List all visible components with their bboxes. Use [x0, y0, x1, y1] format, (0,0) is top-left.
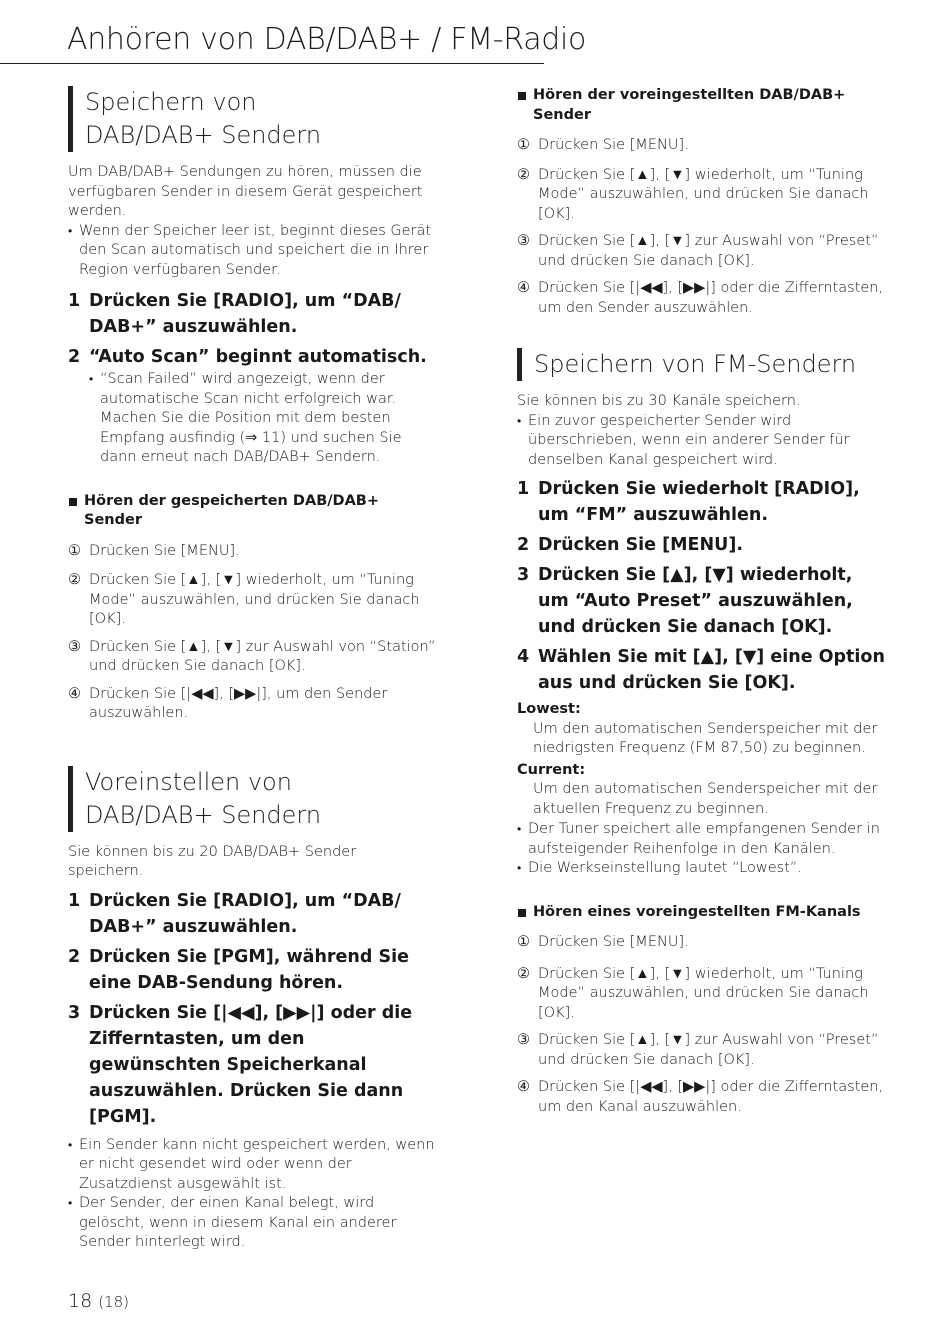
list-item [517, 136, 885, 156]
step-text: Wählen Sie mit [▲], [▼] eine Option aus und drücken Sie [OK]. [538, 647, 885, 693]
step-1 [517, 476, 885, 528]
step-1 [68, 288, 436, 340]
circled-number: ③ [68, 638, 81, 655]
circled-number: ① [517, 934, 530, 950]
list-item-text: Drücken Sie [|◀◀], [▶▶|] oder die Zifferntasten, um den Kanal auszuwählen. [538, 1079, 884, 1115]
list-item [517, 933, 885, 953]
list-item [517, 1078, 885, 1117]
list-item [68, 638, 436, 677]
circled-number: ④ [68, 685, 81, 702]
step-2 [517, 532, 885, 558]
list-item-text: Drücken Sie [▲], [▼] wiederholt, um “Tuning Mode” auszuwählen, und drücken Sie danach [OK]. [89, 572, 420, 627]
list-item [68, 571, 436, 630]
bullet-note: • Ein Sender kann nicht gespeichert werden, wenn er nicht gesendet wird oder wenn der Zusatzdienst ausgewählt ist. [68, 1136, 436, 1195]
step-number: 4 [517, 647, 530, 667]
step-number: 1 [68, 890, 81, 911]
section-heading-fm-save: Speichern von FM-Sendern [517, 348, 885, 381]
left-column [68, 86, 436, 1253]
subheading-preset-dab: Hören der voreingestellten DAB/DAB+ Sender [517, 86, 885, 125]
page-title: Anhören von DAB/DAB+ / FM-Radio [67, 22, 587, 57]
list-item-text: Drücken Sie [MENU]. [89, 542, 240, 559]
section-intro: Sie können bis zu 30 Kanäle speichern. [517, 393, 801, 409]
step-4 [517, 644, 885, 696]
list-item [517, 166, 885, 225]
step-text: Drücken Sie [RADIO], um “DAB/ DAB+” auszuwählen. [89, 291, 401, 337]
circled-number: ④ [517, 280, 530, 296]
list-item-text: Drücken Sie [▲], [▼] wiederholt, um “Tuning Mode” auszuwählen, und drücken Sie danach [OK]. [538, 166, 869, 222]
step-number: 3 [517, 565, 530, 585]
option-term-current: Current: [517, 761, 586, 778]
step-1 [68, 888, 436, 940]
section-heading-dab-preset: Voreinstellen von DAB/DAB+ Sendern [68, 766, 436, 832]
bullet-note: • Ein zuvor gespeicherter Sender wird überschrieben, wenn ein anderer Sender für denselben Kanal gespeichert wird. [517, 412, 885, 471]
section-heading-dab-save: Speichern von DAB/DAB+ Sendern [68, 86, 436, 152]
page-footer [68, 1290, 129, 1312]
step-2 [68, 344, 436, 370]
list-item-text: Drücken Sie [▲], [▼] wiederholt, um “Tuning Mode” auszuwählen, und drücken Sie danach [OK]. [538, 965, 869, 1021]
subheading-stored-dab: Hören der gespeicherten DAB/DAB+ Sender [68, 492, 436, 531]
step-text: Drücken Sie wiederholt [RADIO], um “FM” auszuwählen. [538, 479, 860, 525]
bullet-note: • Der Tuner speichert alle empfangenen Sender in aufsteigender Reihenfolge in den Kanälen. [517, 820, 885, 859]
circled-number: ① [517, 137, 530, 153]
step-text: Drücken Sie [MENU]. [538, 535, 744, 555]
list-item-text: Drücken Sie [▲], [▼] zur Auswahl von “Station” und drücken Sie danach [OK]. [89, 638, 436, 674]
list-item [68, 542, 436, 562]
list-item [517, 965, 885, 1024]
title-rule [0, 63, 544, 64]
step-3 [517, 562, 885, 640]
step-number: 1 [517, 479, 530, 499]
list-item-text: Drücken Sie [▲], [▼] zur Auswahl von “Preset” und drücken Sie danach [OK]. [538, 233, 879, 269]
step-number: 1 [68, 291, 81, 311]
step-text: Drücken Sie [▲], [▼] wiederholt, um “Auto Preset” auszuwählen, und drücken Sie danach [OK]. [538, 565, 853, 637]
step-number: 2 [517, 535, 530, 555]
step-note: • “Scan Failed” wird angezeigt, wenn der automatische Scan nicht erfolgreich war. Machen Sie die Position mit dem besten Empfang ausfindig (⇒ 11) und suchen Sie dann erneut nach DAB/DAB+ Sendern. [68, 370, 436, 468]
list-item [68, 685, 436, 724]
list-item [517, 232, 885, 271]
section-intro: Um DAB/DAB+ Sendungen zu hören, müssen die verfügbaren Sender in diesem Gerät gespeichert werden. [68, 164, 423, 219]
circled-number: ④ [517, 1079, 530, 1095]
step-3 [68, 1000, 436, 1130]
circled-number: ① [68, 542, 81, 559]
step-text: Drücken Sie [PGM], während Sie eine DAB-Sendung hören. [89, 946, 409, 993]
circled-number: ② [68, 572, 81, 588]
page-reference: (18) [98, 1293, 129, 1311]
step-text: Drücken Sie [RADIO], um “DAB/ DAB+” auszuwählen. [89, 890, 401, 937]
step-2 [68, 944, 436, 996]
bullet-note: • Der Sender, der einen Kanal belegt, wird gelöscht, wenn in diesem Kanal ein anderer Sender hinterlegt wird. [68, 1194, 436, 1253]
right-column [517, 86, 885, 1117]
option-definition: Um den automatischen Senderspeicher mit der aktuellen Frequenz zu beginnen. [533, 781, 878, 817]
list-item-text: Drücken Sie [|◀◀], [▶▶|] oder die Zifferntasten, um den Sender auszuwählen. [538, 280, 884, 316]
list-item-text: Drücken Sie [|◀◀], [▶▶|], um den Sender auszuwählen. [89, 685, 388, 721]
option-term-lowest: Lowest: [517, 701, 581, 717]
page-number: 18 [68, 1290, 93, 1312]
subheading-preset-fm: Hören eines voreingestellten FM-Kanals [517, 903, 885, 923]
list-item [517, 279, 885, 318]
step-number: 2 [68, 946, 81, 967]
option-definition: Um den automatischen Senderspeicher mit der niedrigsten Frequenz (FM 87,50) zu beginnen. [533, 720, 878, 756]
section-intro: Sie können bis zu 20 DAB/DAB+ Sender speichern. [68, 843, 357, 879]
list-item-text: Drücken Sie [MENU]. [538, 934, 689, 950]
step-text: “Auto Scan” beginnt automatisch. [89, 347, 427, 367]
step-text: Drücken Sie [|◀◀], [▶▶|] oder die Zifferntasten, um den gewünschten Speicherkanal auszuwählen. Drücken Sie dann [PGM]. [89, 1002, 413, 1127]
circled-number: ② [517, 166, 530, 183]
list-item-text: Drücken Sie [▲], [▼] zur Auswahl von “Preset” und drücken Sie danach [OK]. [538, 1032, 879, 1068]
bullet-note: • Wenn der Speicher leer ist, beginnt dieses Gerät den Scan automatisch und speichert die in Ihrer Region verfügbaren Sender. [68, 222, 436, 281]
bullet-note: • Die Werkseinstellung lautet “Lowest”. [517, 859, 885, 879]
step-number: 3 [68, 1002, 81, 1023]
circled-number: ③ [517, 1032, 530, 1048]
circled-number: ② [517, 965, 530, 982]
circled-number: ③ [517, 233, 530, 249]
list-item [517, 1031, 885, 1070]
list-item-text: Drücken Sie [MENU]. [538, 137, 689, 153]
step-number: 2 [68, 347, 81, 367]
